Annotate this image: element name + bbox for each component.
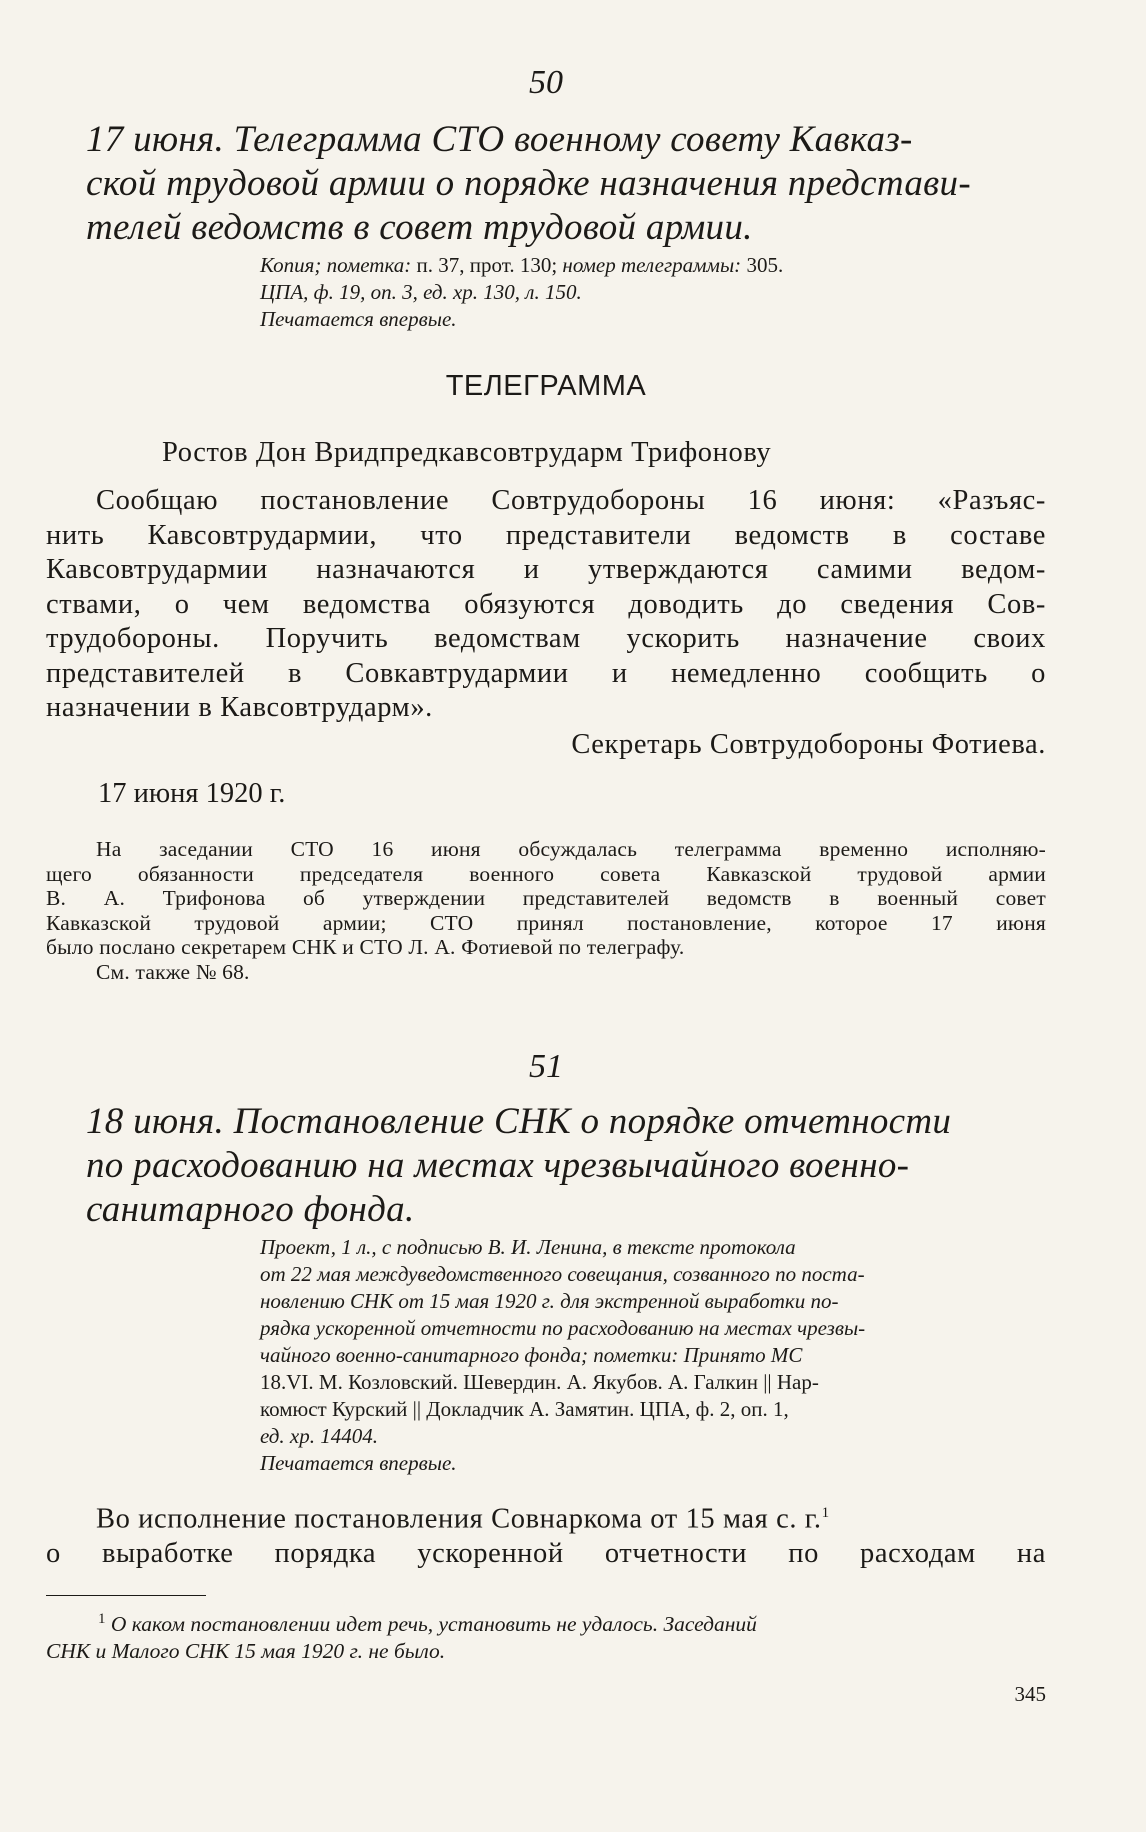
- editorial-note: [46, 837, 1046, 985]
- heading-line: санитарного фонда.: [86, 1189, 415, 1230]
- footnote: [46, 1606, 1046, 1665]
- resolution-body: [46, 1496, 1046, 1572]
- body-line: назначении в Кавсовтрударм».: [46, 692, 433, 723]
- body-line: представителей в Совкавтрудармии и немедленно сообщить о: [46, 657, 1046, 689]
- metadata-line: чайного военно-санитарного фонда; пометки: Принято МС: [260, 1343, 803, 1367]
- archival-metadata: [260, 252, 1046, 333]
- see-also: См. также № 68.: [96, 959, 250, 984]
- footnote-marker: 1: [821, 1505, 830, 1521]
- telegram-title: ТЕЛЕГРАММА: [445, 370, 647, 402]
- metadata-line: новлению СНК от 15 мая 1920 г. для экстренной выработки по-: [260, 1289, 839, 1313]
- document-number: 51: [529, 1048, 563, 1085]
- body-line: ствами, о чем ведомства обязуются доводить до сведения Сов-: [46, 588, 1046, 620]
- metadata-line: рядка ускоренной отчетности по расходованию на местах чрезвы-: [260, 1316, 866, 1340]
- metadata-line: Копия; пометка: п. 37, прот. 130; номер телеграммы: 305.: [260, 253, 784, 277]
- publication-note: Печатается впервые.: [260, 307, 457, 331]
- footnote-line: СНК и Малого СНК 15 мая 1920 г. не было.: [46, 1639, 446, 1664]
- body-line: Во исполнение постановления Совнаркома от 15 мая с. г.$^1$: [96, 1503, 830, 1535]
- footnote-line: $^1$ О каком постановлении идет речь, установить не удалось. Заседаний: [98, 1611, 757, 1637]
- body-line: Сообщаю постановление Совтрудобороны 16 июня: «Разъяс-: [96, 485, 1046, 516]
- heading-line: телей ведомств в совет трудовой армии.: [86, 207, 753, 248]
- note-line: На заседании СТО 16 июня обсуждалась телеграмма временно исполняю-: [96, 837, 1046, 861]
- note-line: было послано секретарем СНК и СТО Л. А. Фотиевой по телеграфу.: [46, 935, 685, 960]
- archive-reference: ЦПА, ф. 19, оп. 3, ед. хр. 130, л. 150.: [260, 280, 582, 304]
- metadata-line: от 22 мая междуведомственного совещания, созванного по поста-: [260, 1262, 865, 1286]
- telegram-body: [46, 484, 1046, 726]
- document-heading: [86, 1100, 1046, 1232]
- note-line: щего обязанности председателя военного совета Кавказской трудовой армии: [46, 861, 1046, 886]
- heading-line: 18 июня. Постановление СНК о порядке отчетности: [86, 1101, 952, 1142]
- document-date: 17 июня 1920 г.: [98, 778, 286, 809]
- document-page: [46, 0, 1046, 1832]
- body-line: нить Кавсовтрудармии, что представители ведомств в составе: [46, 519, 1046, 551]
- metadata-line: комюст Курский || Докладчик А. Замятин. ЦПА, ф. 2, оп. 1,: [260, 1397, 789, 1421]
- heading-line: ской трудовой армии о порядке назначения представи-: [86, 163, 971, 204]
- document-number: 50: [529, 64, 563, 101]
- heading-line: по расходованию на местах чрезвычайного военно-: [86, 1145, 910, 1186]
- body-line: о выработке порядка ускоренной отчетности по расходам на: [46, 1538, 1046, 1569]
- footnote-divider: [46, 1595, 206, 1596]
- telegram-addressee: Ростов Дон Вридпредкавсовтрударм Трифонову: [162, 437, 772, 468]
- heading-line: 17 июня. Телеграмма СТО военному совету Кавказ-: [86, 119, 913, 160]
- metadata-line: Проект, 1 л., с подписью В. И. Ленина, в тексте протокола: [260, 1235, 796, 1259]
- note-line: Кавказской трудовой армии; СТО принял постановление, которое 17 июня: [46, 910, 1046, 935]
- publication-note: Печатается впервые.: [260, 1451, 457, 1475]
- document-heading: [86, 118, 1046, 250]
- metadata-line: ед. хр. 14404.: [260, 1424, 378, 1448]
- body-line: Кавсовтрудармии назначаются и утверждаются самими ведом-: [46, 554, 1046, 585]
- signature: Секретарь Совтрудобороны Фотиева.: [571, 729, 1046, 760]
- metadata-line: 18.VI. М. Козловский. Шевердин. А. Якубов. А. Галкин || Нар-: [260, 1370, 819, 1394]
- body-line: трудобороны. Поручить ведомствам ускорить назначение своих: [46, 623, 1046, 654]
- page-number: 345: [1014, 1682, 1046, 1706]
- note-line: В. А. Трифонова об утверждении представителей ведомств в военный совет: [46, 886, 1046, 911]
- archival-metadata: [260, 1234, 1046, 1477]
